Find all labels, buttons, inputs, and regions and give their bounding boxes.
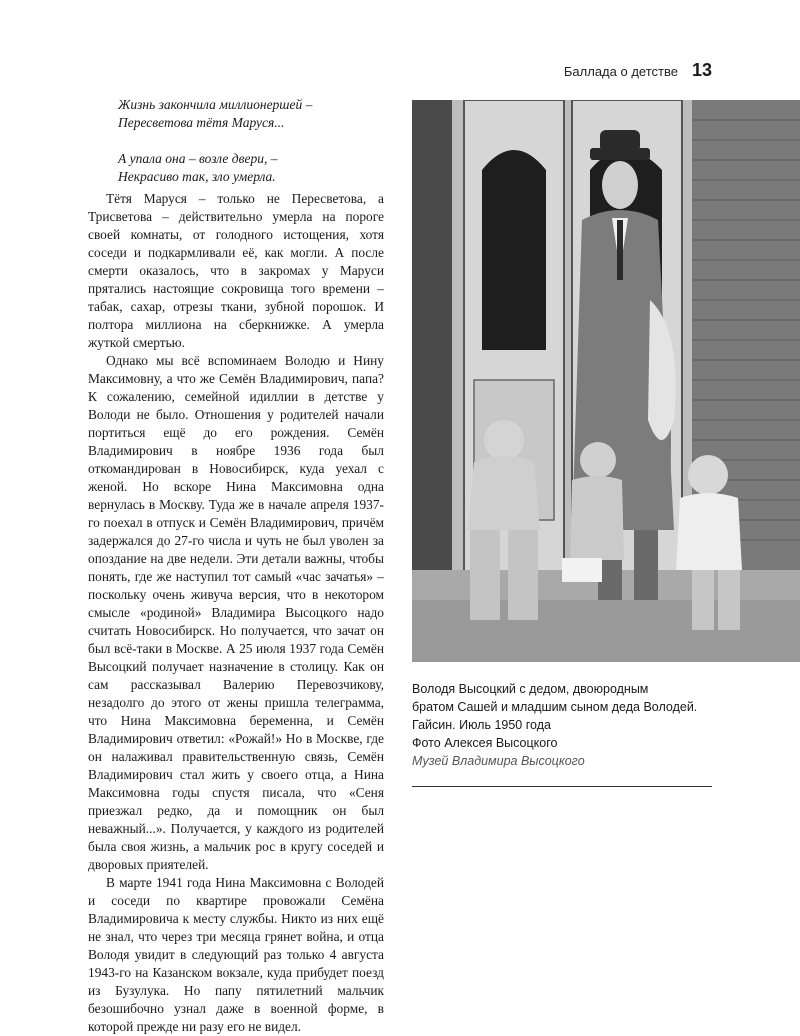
family-photo: [412, 100, 800, 662]
poem-epigraph: [118, 96, 398, 204]
poem-line: Некрасиво так, зло умерла.: [118, 169, 276, 184]
body-text: [88, 190, 384, 1036]
poem-line: Пересветова тётя Маруся...: [118, 115, 285, 130]
running-header: [564, 60, 712, 81]
paragraph: В марте 1941 года Нина Максимовна с Володей и соседи по квартире провожали Семёна Владимировича к месту службы. Никто из них ещё не знал, что через три месяца грянет война, и отца Володя увидит в следующий раз только 4 августа 1943-го на Казанском вокзале, куда прибудет поезд из Бузулука. Но папу пятилетний мальчик безошибочно узнал даже в военной форме, в которой прежде ни разу его не видел.: [88, 875, 384, 1034]
poem-stanza: [118, 96, 398, 132]
caption-line: Гайсин. Июль 1950 года: [412, 718, 551, 732]
caption-divider: [412, 786, 712, 787]
caption-credit: Музей Владимира Высоцкого: [412, 754, 585, 768]
caption-line: Володя Высоцкий с дедом, двоюродным: [412, 682, 649, 696]
page-number: 13: [691, 60, 712, 80]
caption-line: братом Сашей и младшим сыном деда Володей.: [412, 700, 698, 714]
paragraph: Тётя Маруся – только не Пересветова, а Трисветова – действительно умерла на пороге своей комнаты, от голодного истощения, хотя соседи и подкармливали её, как могли. А после смерти оказалось, что в закромах у Маруси прятались настоящие сокровища того времени – табак, сахар, отрезы ткани, зубной порошок. И полтора миллиона на сберкнижке. А умерла жуткой смертью.: [88, 191, 384, 350]
section-title: Баллада о детстве: [563, 64, 678, 79]
poem-stanza: [118, 150, 398, 186]
poem-line: Жизнь закончила миллионершей –: [118, 97, 313, 112]
caption-line: Фото Алексея Высоцкого: [412, 736, 558, 750]
photo-caption: [412, 680, 712, 770]
poem-line: А упала она – возле двери, –: [118, 151, 278, 166]
paragraph: Однако мы всё вспоминаем Володю и Нину Максимовну, а что же Семён Владимирович, папа? К сожалению, семейной идиллии в детстве у Володи не было. Отношения у родителей начали портиться ещё до его рождения. Семён Владимирович в ноябре 1936 года был откомандирован в Новосибирск, куда уехал с женой. Но вскоре Нина Максимовна одна вернулась в Москву. Туда же в начале апреля 1937-го поехал в отпуск и Семён Владимирович, причём задержался до 27-го числа и чуть не был уволен за опоздание на две недели. Эти детали важны, чтобы понять, где же наступил тот самый «час зачатья» – поскольку очень живуча версия, что в некотором смысле «родиной» Владимира Высоцкого надо считать Новосибирск. Но получается, что зачат он был всё-таки в Москве. А 25 июля 1937 года Семён Высоцкий получает назначение в столицу. Как он сам рассказывал Валерию Перевозчикову, незадолго до этого от жены пришла телеграмма, что Нина Максимовна беременна, и Семён Владимирович ответил: «Рожай!» Но в Москве, где он налаживал правительственную связь, Семён Владимирович стал жить у своего отца, а Нина Максимовна годы спустя писала, что «Сеня приезжал редко, да и помощник он был неважный...». Получается, у каждого из родителей была своя жизнь, а мальчик рос в кругу соседей и дворовых приятелей.: [88, 353, 384, 872]
